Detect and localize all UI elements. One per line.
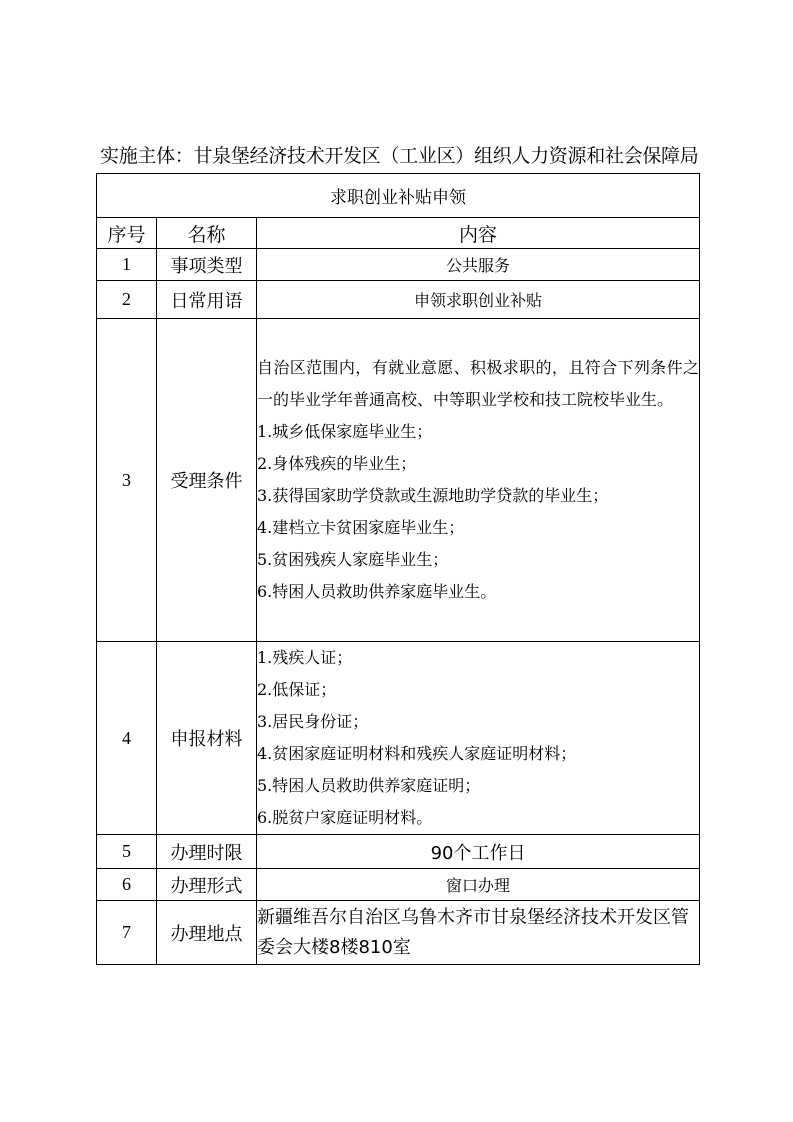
row-content: 窗口办理 xyxy=(257,869,700,901)
table-caption-row xyxy=(97,174,700,218)
material-line: 2.低保证； xyxy=(257,680,337,699)
row-no: 2 xyxy=(97,281,157,319)
service-address: 新疆维吾尔自治区乌鲁木齐市甘泉堡经济技术开发区管委会大楼8楼810室 xyxy=(257,901,700,965)
condition-line: 自治区范围内，有就业意愿、积极求职的，且符合下列条件之一的毕业学年普通高校、中等职业学校和技工院校毕业生。 xyxy=(257,358,700,409)
row-name: 办理形式 xyxy=(157,869,257,901)
row-no: 6 xyxy=(97,869,157,901)
material-line: 6.脱贫户家庭证明材料。 xyxy=(257,808,433,827)
condition-line: 4.建档立卡贫困家庭毕业生； xyxy=(257,518,465,537)
table-header-row xyxy=(97,218,700,249)
row-name: 办理时限 xyxy=(157,835,257,869)
row-no: 1 xyxy=(97,249,157,281)
row-no: 5 xyxy=(97,835,157,869)
implementing-body-heading: 实施主体：甘泉堡经济技术开发区（工业区）组织人力资源和社会保障局 xyxy=(100,145,699,167)
service-info-table xyxy=(96,173,700,965)
row-no: 7 xyxy=(97,901,157,965)
condition-line: 1.城乡低保家庭毕业生； xyxy=(257,422,433,441)
row-name: 申报材料 xyxy=(157,642,257,835)
material-line: 3.居民身份证； xyxy=(257,712,369,731)
table-caption: 求职创业补贴申领 xyxy=(97,174,700,218)
row-content: 公共服务 xyxy=(257,249,700,281)
header-no: 序号 xyxy=(97,218,157,249)
row-name: 办理地点 xyxy=(157,901,257,965)
material-line: 1.残疾人证； xyxy=(257,648,353,667)
row-content: 申领求职创业补贴 xyxy=(257,281,700,319)
row-no: 4 xyxy=(97,642,157,835)
row-no: 3 xyxy=(97,319,157,642)
material-line: 4.贫困家庭证明材料和残疾人家庭证明材料； xyxy=(257,744,577,763)
table-row xyxy=(97,319,700,642)
condition-line: 2.身体残疾的毕业生； xyxy=(257,454,417,473)
row-content: 90个工作日 xyxy=(257,835,700,869)
header-name: 名称 xyxy=(157,218,257,249)
row-name: 受理条件 xyxy=(157,319,257,642)
table-row xyxy=(97,869,700,901)
table-row xyxy=(97,249,700,281)
table-row xyxy=(97,835,700,869)
row-name: 日常用语 xyxy=(157,281,257,319)
acceptance-conditions xyxy=(257,319,700,642)
table-row xyxy=(97,281,700,319)
header-content: 内容 xyxy=(257,218,700,249)
condition-line: 6.特困人员救助供养家庭毕业生。 xyxy=(257,582,497,601)
condition-line: 3.获得国家助学贷款或生源地助学贷款的毕业生； xyxy=(257,486,609,505)
application-materials xyxy=(257,642,700,835)
material-line: 5.特困人员救助供养家庭证明； xyxy=(257,776,481,795)
table-row xyxy=(97,901,700,965)
row-name: 事项类型 xyxy=(157,249,257,281)
table-row xyxy=(97,642,700,835)
condition-line: 5.贫困残疾人家庭毕业生； xyxy=(257,550,449,569)
